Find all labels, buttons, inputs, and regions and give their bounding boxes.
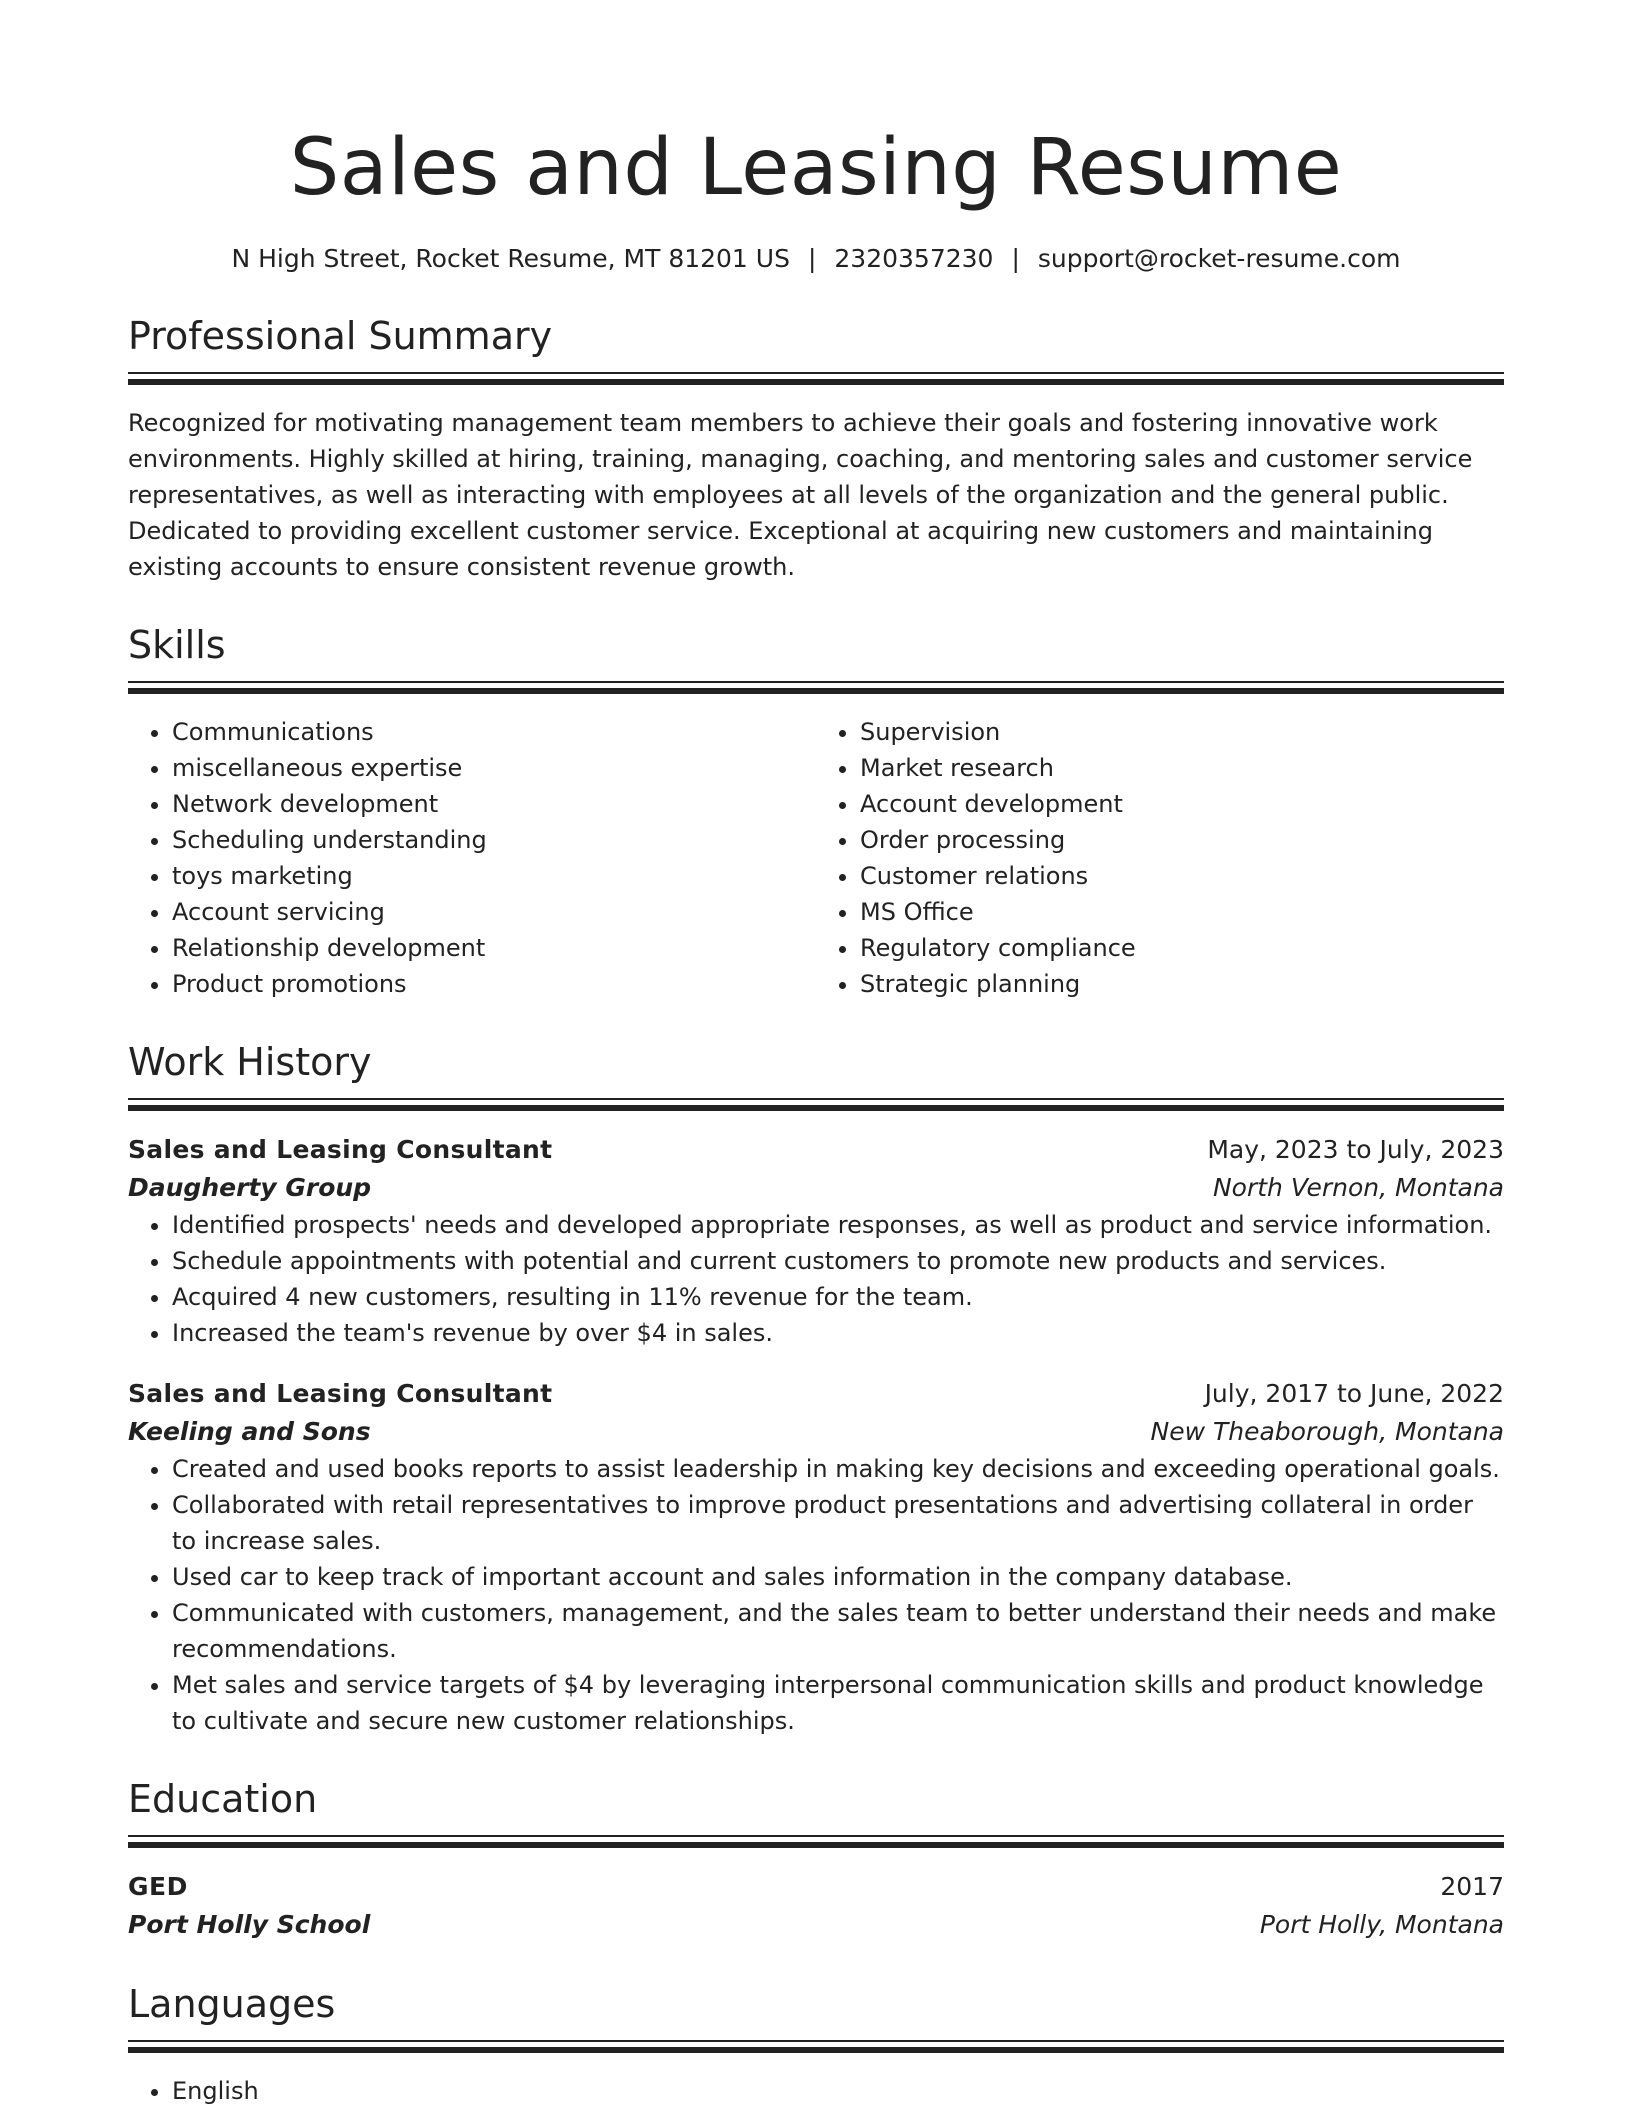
skills-section	[128, 621, 1504, 1002]
section-divider	[128, 1098, 1504, 1111]
skills-column-left	[128, 714, 816, 1002]
education-school: Port Holly School	[128, 1910, 371, 1939]
job-location: North Vernon, Montana	[1212, 1173, 1504, 1202]
section-divider	[128, 372, 1504, 385]
work-history-section	[128, 1038, 1504, 1739]
job-bullet: • Acquired 4 new customers, resulting in 11% revenue for the team.	[172, 1279, 1504, 1315]
job-header-row	[128, 1375, 1504, 1413]
skill-item: • miscellaneous expertise	[172, 750, 816, 786]
skill-item: • MS Office	[860, 894, 1504, 930]
job-dates: May, 2023 to July, 2023	[1207, 1135, 1504, 1164]
job-bullet: • Identified prospects' needs and developed appropriate responses, as well as product and service information.	[172, 1207, 1504, 1243]
section-divider	[128, 1835, 1504, 1848]
job-title: Sales and Leasing Consultant	[128, 1379, 553, 1408]
job-bullet: • Used car to keep track of important account and sales information in the company database.	[172, 1559, 1504, 1595]
skill-item: • Supervision	[860, 714, 1504, 750]
summary-section	[128, 312, 1504, 585]
language-item: • English	[172, 2073, 1504, 2109]
summary-heading: Professional Summary	[128, 314, 553, 358]
skill-item: • Customer relations	[860, 858, 1504, 894]
job-title: Sales and Leasing Consultant	[128, 1135, 553, 1164]
skill-item: • Relationship development	[172, 930, 816, 966]
job-company: Daugherty Group	[128, 1173, 372, 1202]
job-location: New Theaborough, Montana	[1150, 1417, 1504, 1446]
contact-separator: |	[1011, 244, 1020, 273]
education-degree-row	[128, 1868, 1504, 1906]
job-company-row	[128, 1169, 1504, 1207]
languages-list	[128, 2073, 1504, 2109]
job-bullet: • Met sales and service targets of $4 by leveraging interpersonal communication skills and product knowledge to cultivate and secure new customer relationships.	[172, 1667, 1504, 1739]
skill-item: • Product promotions	[172, 966, 816, 1002]
resume-title: Sales and Leasing Resume	[289, 123, 1343, 213]
contact-line	[128, 242, 1504, 276]
education-location: Port Holly, Montana	[1259, 1910, 1504, 1939]
education-heading: Education	[128, 1777, 318, 1821]
education-year: 2017	[1440, 1872, 1504, 1901]
contact-email: support@rocket-resume.com	[1037, 244, 1401, 273]
education-section	[128, 1775, 1504, 1944]
job-entry	[128, 1131, 1504, 1351]
section-divider	[128, 681, 1504, 694]
skill-item: • Account servicing	[172, 894, 816, 930]
skills-column-right	[816, 714, 1504, 1002]
skill-item: • Account development	[860, 786, 1504, 822]
languages-section	[128, 1980, 1504, 2109]
skill-item: • Scheduling understanding	[172, 822, 816, 858]
skill-item: • Network development	[172, 786, 816, 822]
education-school-row	[128, 1906, 1504, 1944]
skill-item: • Regulatory compliance	[860, 930, 1504, 966]
job-bullet: • Created and used books reports to assist leadership in making key decisions and exceeding operational goals.	[172, 1451, 1504, 1487]
job-bullet: • Communicated with customers, management, and the sales team to better understand their needs and make recommendations.	[172, 1595, 1504, 1667]
job-company-row	[128, 1413, 1504, 1451]
job-bullets	[128, 1451, 1504, 1739]
education-degree: GED	[128, 1872, 188, 1901]
job-bullet: • Collaborated with retail representatives to improve product presentations and advertising collateral in order to increase sales.	[172, 1487, 1504, 1559]
job-header-row	[128, 1131, 1504, 1169]
skills-grid	[128, 714, 1504, 1002]
job-dates: July, 2017 to June, 2022	[1204, 1379, 1504, 1408]
section-divider	[128, 2040, 1504, 2053]
job-bullets	[128, 1207, 1504, 1351]
contact-phone: 2320357230	[834, 244, 994, 273]
skill-item: • Market research	[860, 750, 1504, 786]
contact-separator: |	[807, 244, 817, 273]
skill-item: • Order processing	[860, 822, 1504, 858]
languages-heading: Languages	[128, 1982, 336, 2026]
job-bullet: • Increased the team's revenue by over $4 in sales.	[172, 1315, 1504, 1351]
job-bullet: • Schedule appointments with potential and current customers to promote new products and services.	[172, 1243, 1504, 1279]
job-entry	[128, 1375, 1504, 1739]
contact-address: N High Street, Rocket Resume, MT 81201 US	[231, 244, 790, 273]
skill-item: • Communications	[172, 714, 816, 750]
summary-text: Recognized for motivating management team members to achieve their goals and fostering innovative work environments. Highly skilled at hiring, training, managing, coaching, and mentoring sales and customer service representatives, as well as interacting with employees at all levels of the organization and the general public. Dedicated to providing excellent customer service. Exceptional at acquiring new customers and maintaining existing accounts to ensure consistent revenue growth.	[128, 409, 1473, 581]
work-history-heading: Work History	[128, 1040, 372, 1084]
skill-item: • toys marketing	[172, 858, 816, 894]
job-company: Keeling and Sons	[128, 1417, 371, 1446]
skills-heading: Skills	[128, 623, 226, 667]
skill-item: • Strategic planning	[860, 966, 1504, 1002]
